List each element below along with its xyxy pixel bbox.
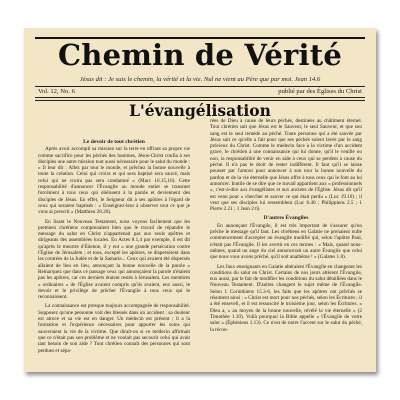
issue-number: Vol. 12, No. 6	[38, 88, 75, 95]
newspaper-page	[24, 28, 376, 372]
article-column-right	[210, 118, 362, 333]
paragraph: La connaissance est presque toujours accompagnée de responsabilité. Supposez qu'une personne voit des blessés dans un accident : sa douleur est atroce et sa vie est en danger. Un médecin est présent ; il a la formation et l'expérience nécessaires pour apporter les soins qui sauveraient la vie de la victime. Que dirait-on si ce médecin affirmait que ce n'était pas son problème et ne voulait pas secourir celui qui avait tant besoin de son aide ? Tout chrétien connaît des personnes qui sont perdues et sépa-	[38, 303, 190, 354]
paragraph: Après avoir accompli sa mission sur la terre en offrant sa propre vie comme sacrifice pour les péchés des hommes, Jésus-Christ confia à ses disciples une autre mission tout aussi nécessaire pour le salut du monde : « Il leur dit : Allez par tout le monde, et prêchez la bonne nouvelle à toute la création. Celui qui croira et qui sera baptisé sera sauvé, mais celui qui ne croira pas sera condamné » (Marc 16.15,16). Cette responsabilité d'annoncer l'Évangile au monde entier se transmet forcément à tous ceux qui obéissent à la parole et deviennent des disciples de Jésus. En effet, le Seigneur dit à ses apôtres à l'égard de ceux qui seraient baptisés : « Enseignez-leur à observer tout ce que je vous ai prescrit » (Matthieu 28.20).	[38, 146, 190, 216]
paragraph: Les faux enseignants en Galatie altéraient l'Évangile en changeant les conditions du salut en Christ. Certains de nos jours altèrent l'Évangile, eux aussi, par le fait de modifier les conditions du salut détaillées dans le Nouveau Testament. D'autres changent le sujet même de l'Évangile. Selon 1 Corinthiens 15.3-6, les faits que les apôtres ont prêchés se résument ainsi : « Christ est mort pour nos péchés, selon les Écritures ; il a été enseveli, et il est ressuscité le troisième jour, selon les Écritures. » Dieu a, « au moyen de la bonne nouvelle, révélé la vie éternelle » (2 Timothée 1.10). Voilà pourquoi la Bible appelle « l'Évangile de votre salut » (Éphésiens 1.13). Ce n'est de notre l'accent sur le salut du péché, la récon-	[210, 263, 362, 333]
paragraph: En lisant le Nouveau Testament, nous voyons facilement que les premiers chrétiens comprenaient bien que le travail de répandre le message du salut en Christ n'appartenait pas aux seuls apôtres et dirigeants des assemblées locales. En Actes 8.1,4 par exemple, il est dit qu'après le meurtre d'Étienne, il y eut « une grande persécution contre l'Église de Jérusalem ; et tous, excepté les apôtres, se dispersèrent dans les contrées de la Judée et de la Samarie... Ceux qui avaient été dispersés allaient de lieu en lieu, annonçant la bonne nouvelle de la parole » Remarquez que dans ce passage ceux qui annonçaient la parole n'étaient pas les apôtres, car ces derniers étaient restés à Jérusalem. Les membres « ordinaires » de l'Église avaient compris qu'ils avaient, eux aussi, le devoir et le privilège de prêcher l'Évangile à tous ceux qui le reconnaissent.	[38, 218, 190, 301]
section-heading-devoir: Le devoir de tout chrétien	[83, 139, 145, 145]
paragraph: rées de Dieu à cause de leurs péchés, destinées au châtiment éternel. Tout chrétien sait que Jésus est le Sauveur, le seul Sauveur, et que son sang est le seul remède au péché. Toute personne qui a été sauvée par Jésus sait ce qu'elle a fait pour que ses péchés soient lavés par le sang précieux du Christ. Comme le médecin face à la victime d'un accident grave, le chrétien à une connaissance qui lui donne, qu'il le veuille ou non, la responsabilité de venir en aide à ceux qui se perdent à cause du péché. Il n'a pas le droit de rester indifférent. Il faut qu'il se laisse pousser par l'amour pour annoncer à son tour la bonne nouvelle du pardon et de la vie éternelle que Jésus offre à tous ceux qui le font au lui annoncer. Inutile de se dire que ce travail appartient aux « professionnels », c'est-à-dire aux évangélistes et aux anciens de l'Église. Jésus dit qu'il est venu pour « chercher et sauver ce qui était perdu » (Luc 19.10) ; il veut que ses disciples lui ressemblent (Luc 6.40 ; Philippiens 2.5 ; 1 Pierre 2.21 ; 1 Jean 2.6).	[210, 118, 362, 213]
masthead-motto: Jésus dit : Je suis le chemin, la vérité et la vie. Nul ne vient au Père que par moi. Jean 14.6	[79, 76, 321, 83]
motto-rule	[35, 86, 365, 87]
masthead-title: Chemin de Vérité	[58, 38, 342, 72]
publisher-line: publié par des Églises du Christ	[278, 88, 362, 95]
section-heading-autres-evangiles: D'autres Évangiles	[263, 215, 309, 222]
paragraph: En annonçant l'Évangile, il est très important de s'assurer qu'on prêche le message qu'il faut. Les chrétiens en Galatie ne prenaient nulle commencement d'accepter un évangile modifié qui, selon l'apôtre Paul, n'était pas l'Évangile. Il les avertit en ces termes : « Mais, quand nous-mêmes, quand un ange du ciel annoncerait un autre Évangile que celui que nous vous avons prêché, qu'il soit anathème ! » (Galates 1.8).	[210, 222, 362, 261]
article-column-left	[38, 139, 190, 354]
article-headline: L'évangélisation	[129, 101, 271, 120]
